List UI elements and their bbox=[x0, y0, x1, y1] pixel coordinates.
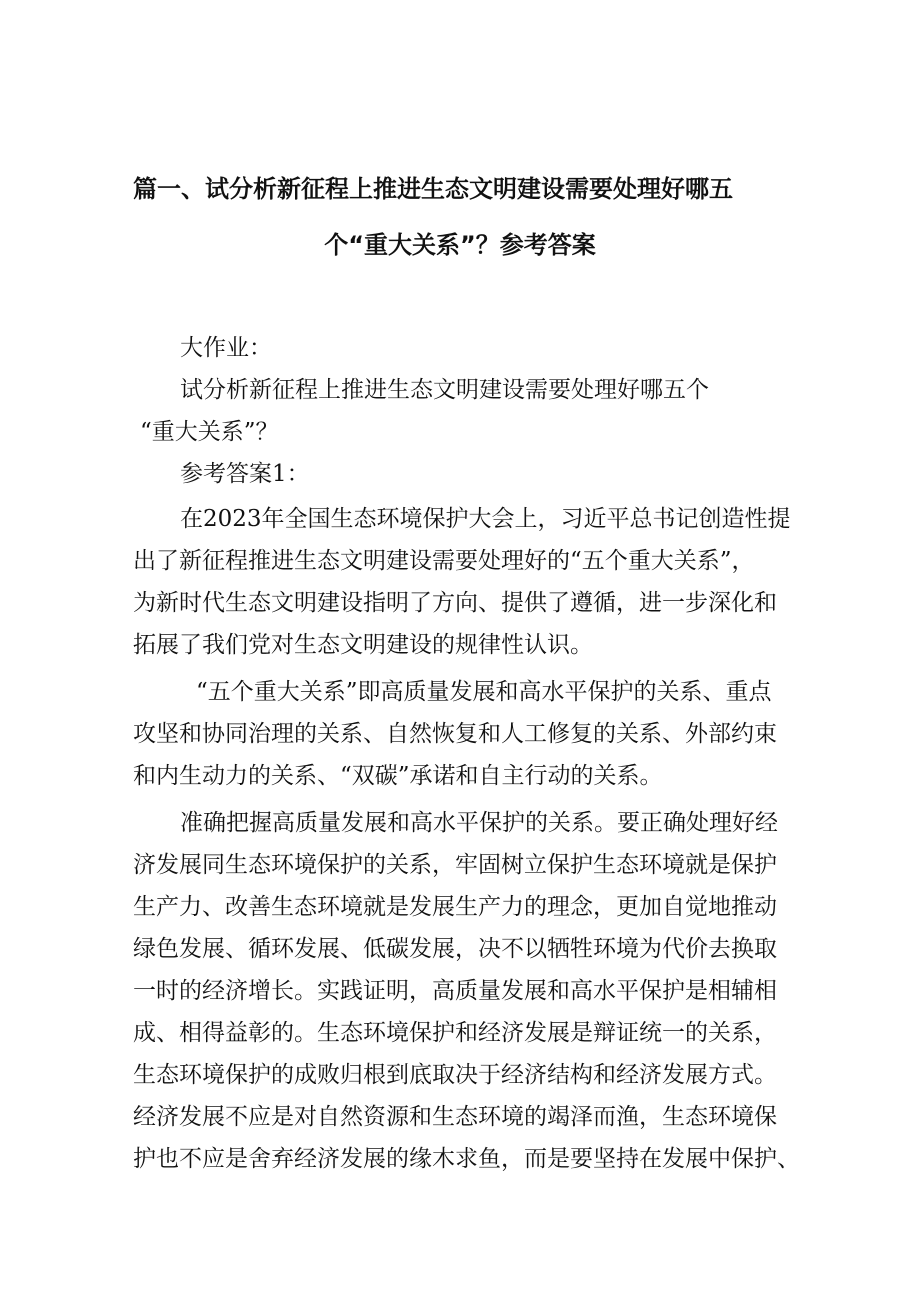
document-title-line-2: 个“重大关系”？参考答案 bbox=[324, 231, 596, 259]
paragraph-3-line-2: 济发展同生态环境保护的关系，牢固树立保护生态环境就是保护 bbox=[133, 852, 777, 878]
paragraph-3-line-7: 生态环境保护的成败归根到底取决于经济结构和经济发展方式。 bbox=[133, 1062, 777, 1088]
paragraph-3-line-9: 护也不应是舍弃经济发展的缘木求鱼，而是要坚持在发展中保护、 bbox=[133, 1146, 800, 1172]
answer-label: 参考答案1： bbox=[180, 461, 310, 487]
paragraph-1-line-2: 出了新征程推进生态文明建设需要处理好的“五个重大关系”， bbox=[133, 548, 755, 574]
paragraph-2-line-3: 和内生动力的关系、“双碳”承诺和自主行动的关系。 bbox=[133, 763, 663, 789]
document-title-line-1: 篇一、试分析新征程上推进生态文明建设需要处理好哪五 bbox=[133, 175, 733, 203]
paragraph-3-line-8: 经济发展不应是对自然资源和生态环境的竭泽而渔，生态环境保 bbox=[133, 1104, 777, 1130]
paragraph-1-line-4: 拓展了我们党对生态文明建设的规律性认识。 bbox=[133, 632, 593, 658]
paragraph-3-line-1: 准确把握高质量发展和高水平保护的关系。要正确处理好经 bbox=[180, 810, 778, 836]
question-line-2: “重大关系”？ bbox=[140, 419, 279, 445]
paragraph-2-line-1: “五个重大关系”即高质量发展和高水平保护的关系、重点 bbox=[196, 679, 772, 705]
paragraph-3-line-4: 绿色发展、循环发展、低碳发展，决不以牺牲环境为代价去换取 bbox=[133, 936, 777, 962]
paragraph-3-line-6: 成、相得益彰的。生态环境保护和经济发展是辩证统一的关系， bbox=[133, 1020, 777, 1046]
paragraph-3-line-5: 一时的经济增长。实践证明，高质量发展和高水平保护是相辅相 bbox=[133, 978, 777, 1004]
paragraph-1-line-3: 为新时代生态文明建设指明了方向、提供了遵循，进一步深化和 bbox=[133, 590, 777, 616]
paragraph-1-line-1: 在2023年全国生态环境保护大会上，习近平总书记创造性提 bbox=[180, 506, 791, 532]
question-line-1: 试分析新征程上推进生态文明建设需要处理好哪五个 bbox=[180, 377, 709, 403]
paragraph-2-line-2: 攻坚和协同治理的关系、自然恢复和人工修复的关系、外部约束 bbox=[133, 721, 777, 747]
paragraph-3-line-3: 生产力、改善生态环境就是发展生产力的理念，更加自觉地推动 bbox=[133, 894, 777, 920]
assignment-label: 大作业： bbox=[180, 335, 272, 361]
